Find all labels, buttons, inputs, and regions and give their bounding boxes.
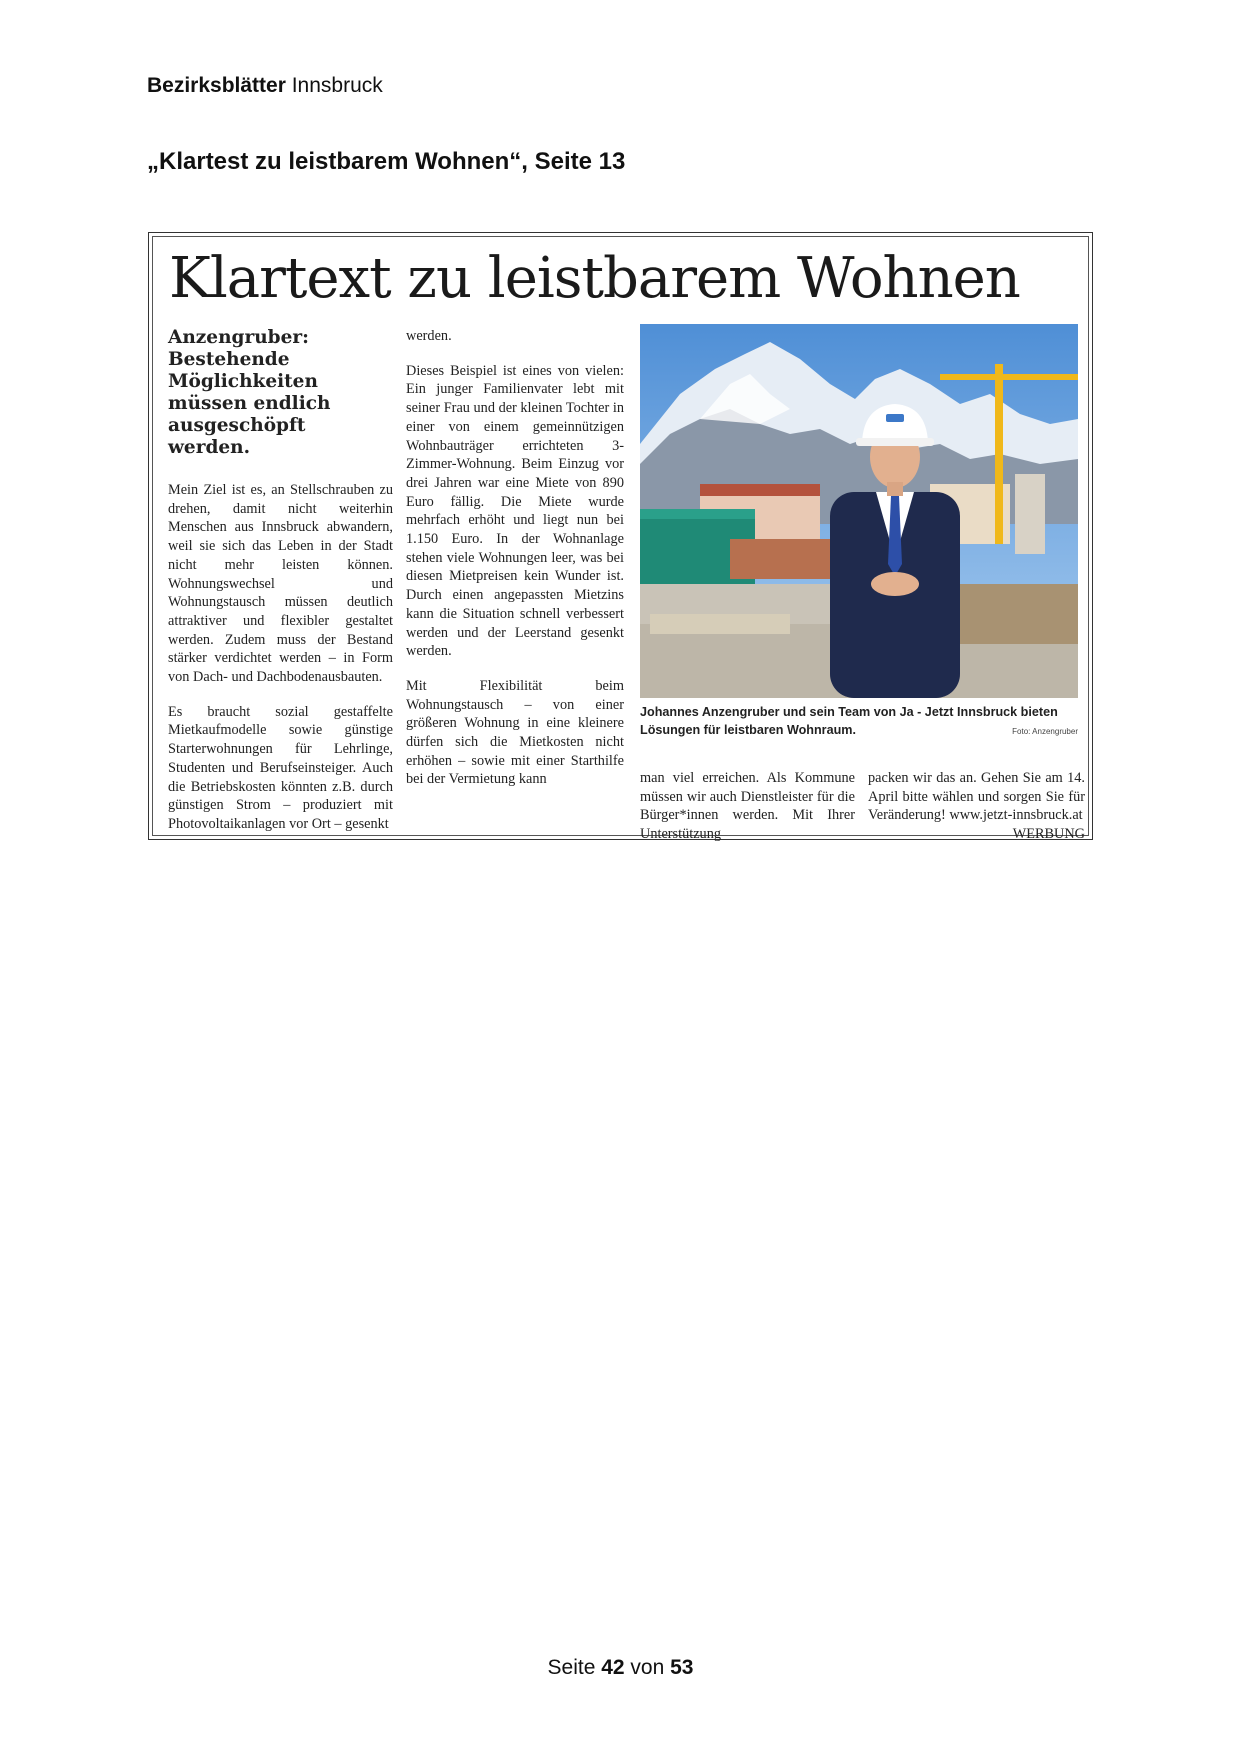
closing-text: packen wir das an. Gehen Sie am 14. April bitte wählen und sorgen Sie für Veränderung! www.jetzt-innsbruck.at [868,770,1085,824]
publication-city: Innsbruck [285,74,383,97]
column-1 [168,327,393,850]
clipping-subhead: Anzengruber: Bestehende Möglichkeiten müssen endlich ausgeschöpft werden. [168,327,331,458]
page-of: von [624,1656,671,1679]
paragraph: Mit Flexibilität beim Wohnungstausch – von einer größeren Wohnung in eine kleinere dürfen sich die Mietkosten nicht erhöhen – sowie mit einer Starthilfe bei der Vermietung kann [406,677,624,788]
column-2 [406,327,624,805]
column-3 [640,769,855,860]
photo-illustration [640,324,1078,698]
page-number [0,1656,1241,1680]
current-page: 42 [601,1656,625,1679]
paragraph: Mein Ziel ist es, an Stellschrauben zu drehen, damit nicht weiterhin Menschen aus Innsbruck abwandern, weil sie sich das Leben in der Stadt nicht mehr leisten können. Wohnungswechsel und Wohnungstausch müssen deutlich attraktiver und flexibler gestaltet werden. Zudem muss der Bestand stärker verdichtet werden – in Form von Dach- und Dachbodenausbauten. [168,482,393,686]
clipping-headline: Klartext zu leistbarem Wohnen [169,246,1020,311]
candidate-photo [640,324,1078,698]
paragraph: Dieses Beispiel ist eines von vielen: Ein junger Familienvater lebt mit seiner Frau und der kleinen Tochter in einer von einem gemeinnützigen Wohnbauträger errichteten 3-Zimmer-Wohnung. Beim Einzug vor drei Jahren war eine Miete von 890 Euro fällig. Die Miete wurde mehrfach erhöht und liegt nun bei 1.150 Euro. In der Wohnanlage stehen viele Wohnungen leer, was bei diesen Mietpreisen kein Wunder ist. Durch einen angepassten Mietzins kann die Situation schnell verbessert werden und der Leerstand gesenkt werden. [406,362,624,660]
paragraph: werden. [406,328,452,344]
caption-text: Johannes Anzengruber und sein Team von Ja - Jetzt Innsbruck bieten Lösungen für leistbaren Wohnraum. [640,705,1058,737]
paragraph: Es braucht sozial gestaffelte Mietkaufmodelle sowie günstige Starterwohnungen für Lehrlinge, Studenten und Berufseinsteiger. Auch die Betriebskosten könnten z.B. durch günstigen Strom – produziert mit Photovoltaikanlagen vor Ort – gesenkt [168,703,393,832]
total-pages: 53 [670,1656,694,1679]
paragraph [868,769,1085,843]
paragraph: man viel erreichen. Als Kommune müssen wir auch Dienstleister für die Bürger*innen werden. Mit Ihrer Unterstützung [640,770,855,843]
photo-caption [640,703,1078,739]
page-prefix: Seite [547,1656,602,1679]
column-4 [868,769,1085,844]
newspaper-clipping [148,232,1093,843]
publication-name [147,74,383,98]
article-reference: „Klartest zu leistbarem Wohnen“, Seite 13 [147,148,626,175]
publication-bold: Bezirksblätter [147,74,286,97]
advertisement-label: WERBUNG [1012,826,1085,843]
photo-credit: Foto: Anzengruber [1012,727,1078,736]
clipping-frame [152,236,1089,843]
